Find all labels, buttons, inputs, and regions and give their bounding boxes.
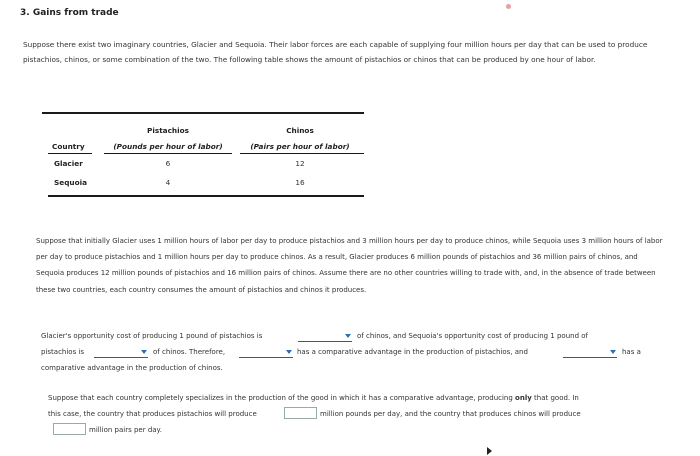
sequoia-opportunity-cost-dropdown[interactable] bbox=[94, 348, 148, 358]
q2-text-2: this case, the country that produces pistachios will produce bbox=[48, 410, 257, 418]
chevron-down-icon bbox=[345, 334, 351, 338]
row-country-sequoia: Sequoia bbox=[54, 178, 88, 187]
intro-paragraph: Suppose there exist two imaginary countries, Glacier and Sequoia. Their labor forces are each capable of supplying four million hours per day that can be used to produce pistachios, chinos, or some combination of the two. The following table shows the amount of pistachios or chinos that can be produced by one hour of labor. bbox=[23, 40, 648, 64]
row-sequoia-chinos: 16 bbox=[295, 178, 305, 187]
chevron-down-icon bbox=[141, 350, 147, 354]
pistachio-output-input[interactable] bbox=[284, 407, 317, 419]
header-rule-chinos bbox=[240, 153, 364, 154]
q1-text-1: Glacier's opportunity cost of producing 1 pound of pistachios is bbox=[41, 332, 263, 340]
mouse-cursor-icon bbox=[487, 447, 492, 455]
row-sequoia-pistachios: 4 bbox=[165, 178, 171, 187]
decorative-dot bbox=[506, 4, 511, 9]
header-rule-country bbox=[48, 153, 92, 154]
table-bottom-rule bbox=[48, 195, 364, 197]
q2-text-1: Suppose that each country completely specializes in the production of the good in which it has a comparative advantage, producing only that good. In bbox=[48, 394, 579, 402]
table-top-rule bbox=[42, 112, 364, 114]
row-country-glacier: Glacier bbox=[54, 159, 83, 168]
glacier-opportunity-cost-dropdown[interactable] bbox=[298, 332, 352, 342]
row-glacier-pistachios: 6 bbox=[165, 159, 171, 168]
col-subheader-chinos: (Pairs per hour of labor) bbox=[250, 142, 350, 151]
chevron-down-icon bbox=[286, 350, 292, 354]
header-rule-pistachios bbox=[104, 153, 232, 154]
col-header-country: Country bbox=[52, 142, 85, 151]
emphasis-only: only bbox=[515, 394, 532, 402]
q1-text-4: of chinos. Therefore, bbox=[153, 348, 226, 356]
row-glacier-chinos: 12 bbox=[295, 159, 305, 168]
col-subheader-pistachios: (Pounds per hour of labor) bbox=[113, 142, 223, 151]
chinos-output-input[interactable] bbox=[53, 423, 86, 435]
q2-text-3: million pounds per day, and the country that produces chinos will produce bbox=[320, 410, 581, 418]
section-heading: 3. Gains from trade bbox=[20, 8, 119, 18]
q1-text-6: has a bbox=[622, 348, 641, 356]
chevron-down-icon bbox=[610, 350, 616, 354]
col-header-pistachios: Pistachios bbox=[147, 126, 189, 135]
q1-text-7: comparative advantage in the production of chinos. bbox=[41, 364, 223, 372]
q1-text-5: has a comparative advantage in the production of pistachios, and bbox=[297, 348, 528, 356]
chinos-advantage-country-dropdown[interactable] bbox=[563, 348, 617, 358]
q1-text-2: of chinos, and Sequoia's opportunity cost of producing 1 pound of bbox=[357, 332, 589, 340]
pistachio-advantage-country-dropdown[interactable] bbox=[239, 348, 293, 358]
q2-text-4: million pairs per day. bbox=[89, 426, 162, 434]
col-header-chinos: Chinos bbox=[286, 126, 314, 135]
q1-text-3: pistachios is bbox=[41, 348, 85, 356]
scenario-paragraph: Suppose that initially Glacier uses 1 million hours of labor per day to produce pistachios and 3 million hours per day to produce chinos, while Sequoia uses 3 million hours of labor per day to produce pistachios and 1 million hours per day to produce chinos. As a result, Glacier produces 6 million pounds of pistachios and 36 million pairs of chinos, and Sequoia produces 12 million pounds of pistachios and 16 million pairs of chinos. Assume there are no other countries willing to trade with, and, in the absence of trade between these two countries, each country consumes the amount of pistachios and chinos it produces. bbox=[36, 237, 663, 294]
